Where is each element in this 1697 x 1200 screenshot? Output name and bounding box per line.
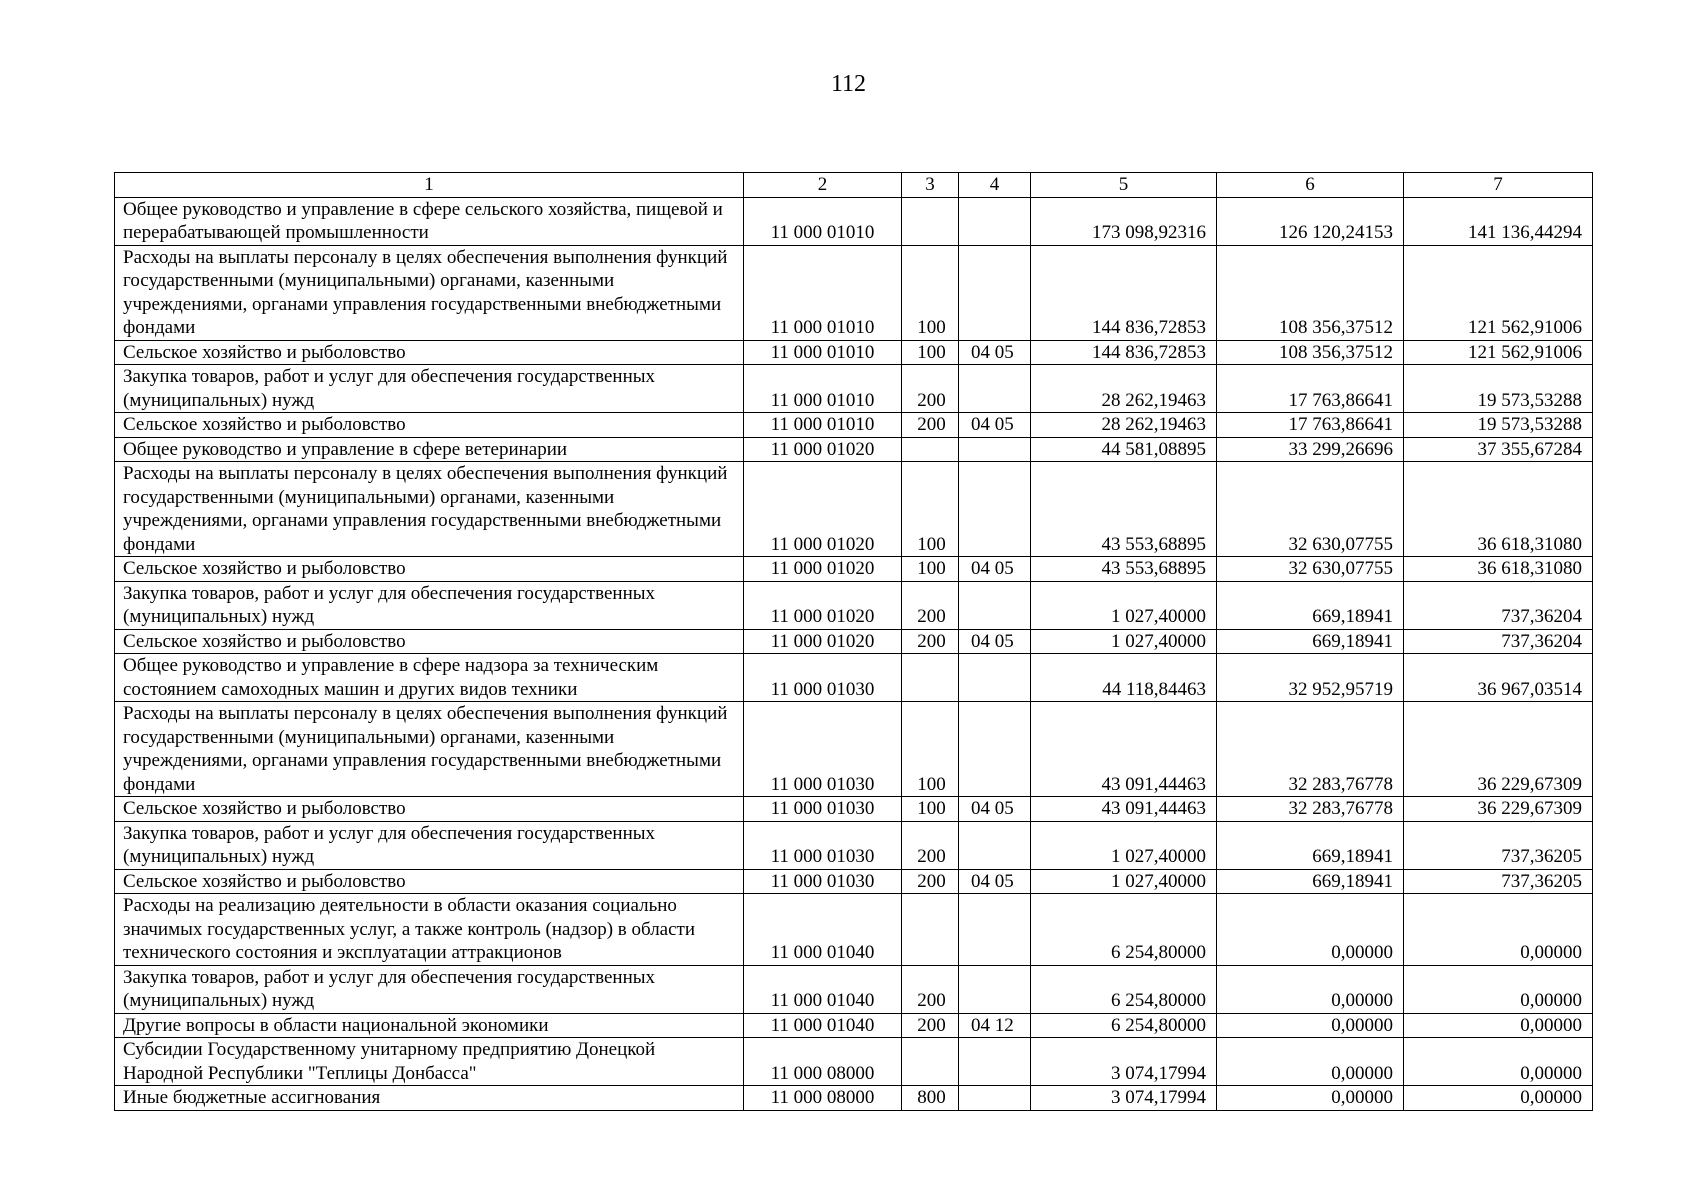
- expense-type-code: 100: [902, 557, 959, 582]
- item-name: Общее руководство и управление в сфере ветеринарии: [115, 437, 744, 462]
- amount-col5: 6 254,80000: [1031, 894, 1217, 966]
- amount-col6: 0,00000: [1217, 965, 1404, 1013]
- section-subsection-code: 04 05: [959, 413, 1031, 438]
- column-header: 4: [959, 173, 1031, 198]
- amount-col6: 33 299,26696: [1217, 437, 1404, 462]
- item-name: Сельское хозяйство и рыболовство: [115, 557, 744, 582]
- column-number-row: [115, 173, 1593, 198]
- target-article-code: 11 000 01030: [744, 654, 902, 702]
- target-article-code: 11 000 01020: [744, 581, 902, 629]
- table-row: [115, 365, 1593, 413]
- amount-col6: 126 120,24153: [1217, 197, 1404, 245]
- target-article-code: 11 000 01010: [744, 413, 902, 438]
- item-name: Сельское хозяйство и рыболовство: [115, 797, 744, 822]
- amount-col5: 3 074,17994: [1031, 1086, 1217, 1111]
- amount-col5: 44 581,08895: [1031, 437, 1217, 462]
- amount-col5: 144 836,72853: [1031, 340, 1217, 365]
- table-row: [115, 965, 1593, 1013]
- expense-type-code: 200: [902, 365, 959, 413]
- item-name: Закупка товаров, работ и услуг для обеспечения государственных (муниципальных) нужд: [115, 965, 744, 1013]
- amount-col7: 19 573,53288: [1404, 413, 1593, 438]
- amount-col6: 108 356,37512: [1217, 340, 1404, 365]
- expense-type-code: [902, 437, 959, 462]
- expense-type-code: 100: [902, 340, 959, 365]
- table-row: [115, 462, 1593, 557]
- table-row: [115, 340, 1593, 365]
- table-row: [115, 869, 1593, 894]
- table-row: [115, 581, 1593, 629]
- amount-col5: 3 074,17994: [1031, 1038, 1217, 1086]
- amount-col5: 43 553,68895: [1031, 557, 1217, 582]
- item-name: Закупка товаров, работ и услуг для обеспечения государственных (муниципальных) нужд: [115, 365, 744, 413]
- amount-col7: 737,36204: [1404, 629, 1593, 654]
- table-row: [115, 654, 1593, 702]
- amount-col5: 1 027,40000: [1031, 821, 1217, 869]
- section-subsection-code: [959, 462, 1031, 557]
- amount-col7: 121 562,91006: [1404, 245, 1593, 340]
- item-name: Расходы на выплаты персоналу в целях обеспечения выполнения функций государственными (муниципальными) органами, казенными учреждениями, органами управления государственными внебюджетными фондами: [115, 462, 744, 557]
- table-row: [115, 437, 1593, 462]
- amount-col7: 36 618,31080: [1404, 462, 1593, 557]
- table-row: [115, 629, 1593, 654]
- amount-col6: 32 630,07755: [1217, 557, 1404, 582]
- target-article-code: 11 000 01040: [744, 965, 902, 1013]
- amount-col5: 28 262,19463: [1031, 413, 1217, 438]
- expense-type-code: [902, 654, 959, 702]
- section-subsection-code: [959, 581, 1031, 629]
- section-subsection-code: [959, 245, 1031, 340]
- column-header: 2: [744, 173, 902, 198]
- table-row: [115, 821, 1593, 869]
- amount-col5: 44 118,84463: [1031, 654, 1217, 702]
- amount-col5: 1 027,40000: [1031, 629, 1217, 654]
- amount-col5: 144 836,72853: [1031, 245, 1217, 340]
- amount-col6: 32 283,76778: [1217, 702, 1404, 797]
- target-article-code: 11 000 01010: [744, 365, 902, 413]
- item-name: Субсидии Государственному унитарному предприятию Донецкой Народной Республики "Теплицы Донбасса": [115, 1038, 744, 1086]
- expense-type-code: 200: [902, 413, 959, 438]
- target-article-code: 11 000 01040: [744, 1013, 902, 1038]
- amount-col7: 0,00000: [1404, 894, 1593, 966]
- section-subsection-code: [959, 365, 1031, 413]
- item-name: Сельское хозяйство и рыболовство: [115, 869, 744, 894]
- section-subsection-code: [959, 965, 1031, 1013]
- table-row: [115, 557, 1593, 582]
- amount-col7: 37 355,67284: [1404, 437, 1593, 462]
- amount-col6: 17 763,86641: [1217, 365, 1404, 413]
- target-article-code: 11 000 01020: [744, 557, 902, 582]
- amount-col5: 173 098,92316: [1031, 197, 1217, 245]
- table-row: [115, 197, 1593, 245]
- amount-col7: 0,00000: [1404, 1038, 1593, 1086]
- expense-type-code: 200: [902, 1013, 959, 1038]
- page-number: 112: [830, 71, 867, 97]
- expense-type-code: [902, 1038, 959, 1086]
- item-name: Общее руководство и управление в сфере сельского хозяйства, пищевой и перерабатывающей промышленности: [115, 197, 744, 245]
- amount-col7: 19 573,53288: [1404, 365, 1593, 413]
- section-subsection-code: [959, 654, 1031, 702]
- amount-col5: 1 027,40000: [1031, 869, 1217, 894]
- target-article-code: 11 000 01030: [744, 797, 902, 822]
- expense-type-code: 800: [902, 1086, 959, 1111]
- amount-col6: 32 283,76778: [1217, 797, 1404, 822]
- item-name: Расходы на выплаты персоналу в целях обеспечения выполнения функций государственными (муниципальными) органами, казенными учреждениями, органами управления государственными внебюджетными фондами: [115, 245, 744, 340]
- amount-col6: 108 356,37512: [1217, 245, 1404, 340]
- target-article-code: 11 000 01020: [744, 437, 902, 462]
- expense-type-code: 100: [902, 702, 959, 797]
- amount-col6: 669,18941: [1217, 821, 1404, 869]
- amount-col5: 43 091,44463: [1031, 702, 1217, 797]
- target-article-code: 11 000 01040: [744, 894, 902, 966]
- section-subsection-code: [959, 821, 1031, 869]
- budget-table: [114, 172, 1593, 1111]
- column-header: 7: [1404, 173, 1593, 198]
- amount-col5: 6 254,80000: [1031, 965, 1217, 1013]
- amount-col6: 0,00000: [1217, 1038, 1404, 1086]
- amount-col7: 0,00000: [1404, 1013, 1593, 1038]
- amount-col7: 36 618,31080: [1404, 557, 1593, 582]
- amount-col7: 36 229,67309: [1404, 702, 1593, 797]
- section-subsection-code: 04 05: [959, 340, 1031, 365]
- expense-type-code: 100: [902, 462, 959, 557]
- item-name: Расходы на выплаты персоналу в целях обеспечения выполнения функций государственными (муниципальными) органами, казенными учреждениями, органами управления государственными внебюджетными фондами: [115, 702, 744, 797]
- table-row: [115, 245, 1593, 340]
- item-name: Сельское хозяйство и рыболовство: [115, 340, 744, 365]
- expense-type-code: 200: [902, 821, 959, 869]
- table-row: [115, 1086, 1593, 1111]
- column-header: 1: [115, 173, 744, 198]
- item-name: Иные бюджетные ассигнования: [115, 1086, 744, 1111]
- table-row: [115, 413, 1593, 438]
- amount-col5: 1 027,40000: [1031, 581, 1217, 629]
- target-article-code: 11 000 08000: [744, 1038, 902, 1086]
- expense-type-code: [902, 197, 959, 245]
- amount-col6: 0,00000: [1217, 894, 1404, 966]
- amount-col6: 32 630,07755: [1217, 462, 1404, 557]
- amount-col7: 737,36205: [1404, 869, 1593, 894]
- amount-col7: 0,00000: [1404, 965, 1593, 1013]
- expense-type-code: 100: [902, 245, 959, 340]
- amount-col5: 43 091,44463: [1031, 797, 1217, 822]
- amount-col6: 0,00000: [1217, 1086, 1404, 1111]
- expense-type-code: 100: [902, 797, 959, 822]
- amount-col5: 28 262,19463: [1031, 365, 1217, 413]
- expense-type-code: 200: [902, 869, 959, 894]
- section-subsection-code: 04 05: [959, 629, 1031, 654]
- section-subsection-code: [959, 197, 1031, 245]
- amount-col7: 0,00000: [1404, 1086, 1593, 1111]
- section-subsection-code: 04 05: [959, 869, 1031, 894]
- amount-col7: 36 229,67309: [1404, 797, 1593, 822]
- item-name: Общее руководство и управление в сфере надзора за техническим состоянием самоходных машин и других видов техники: [115, 654, 744, 702]
- column-header: 6: [1217, 173, 1404, 198]
- section-subsection-code: 04 05: [959, 557, 1031, 582]
- amount-col7: 737,36204: [1404, 581, 1593, 629]
- amount-col6: 17 763,86641: [1217, 413, 1404, 438]
- expense-type-code: 200: [902, 581, 959, 629]
- section-subsection-code: [959, 437, 1031, 462]
- amount-col7: 121 562,91006: [1404, 340, 1593, 365]
- section-subsection-code: [959, 1038, 1031, 1086]
- table-row: [115, 702, 1593, 797]
- target-article-code: 11 000 01010: [744, 197, 902, 245]
- expense-type-code: [902, 894, 959, 966]
- amount-col6: 669,18941: [1217, 629, 1404, 654]
- table-row: [115, 1038, 1593, 1086]
- item-name: Закупка товаров, работ и услуг для обеспечения государственных (муниципальных) нужд: [115, 821, 744, 869]
- table-row: [115, 1013, 1593, 1038]
- amount-col6: 669,18941: [1217, 869, 1404, 894]
- item-name: Закупка товаров, работ и услуг для обеспечения государственных (муниципальных) нужд: [115, 581, 744, 629]
- item-name: Сельское хозяйство и рыболовство: [115, 413, 744, 438]
- amount-col6: 32 952,95719: [1217, 654, 1404, 702]
- expense-type-code: 200: [902, 629, 959, 654]
- item-name: Сельское хозяйство и рыболовство: [115, 629, 744, 654]
- section-subsection-code: [959, 894, 1031, 966]
- target-article-code: 11 000 01030: [744, 869, 902, 894]
- item-name: Расходы на реализацию деятельности в области оказания социально значимых государственных услуг, а также контроль (надзор) в области технического состояния и эксплуатации аттракционов: [115, 894, 744, 966]
- amount-col5: 6 254,80000: [1031, 1013, 1217, 1038]
- target-article-code: 11 000 01010: [744, 245, 902, 340]
- amount-col6: 0,00000: [1217, 1013, 1404, 1038]
- section-subsection-code: [959, 1086, 1031, 1111]
- amount-col7: 141 136,44294: [1404, 197, 1593, 245]
- section-subsection-code: 04 12: [959, 1013, 1031, 1038]
- section-subsection-code: [959, 702, 1031, 797]
- amount-col6: 669,18941: [1217, 581, 1404, 629]
- target-article-code: 11 000 01020: [744, 462, 902, 557]
- table-row: [115, 894, 1593, 966]
- amount-col7: 36 967,03514: [1404, 654, 1593, 702]
- table-row: [115, 797, 1593, 822]
- target-article-code: 11 000 01010: [744, 340, 902, 365]
- section-subsection-code: 04 05: [959, 797, 1031, 822]
- target-article-code: 11 000 01030: [744, 702, 902, 797]
- amount-col7: 737,36205: [1404, 821, 1593, 869]
- amount-col5: 43 553,68895: [1031, 462, 1217, 557]
- target-article-code: 11 000 01030: [744, 821, 902, 869]
- column-header: 3: [902, 173, 959, 198]
- item-name: Другие вопросы в области национальной экономики: [115, 1013, 744, 1038]
- target-article-code: 11 000 01020: [744, 629, 902, 654]
- target-article-code: 11 000 08000: [744, 1086, 902, 1111]
- column-header: 5: [1031, 173, 1217, 198]
- expense-type-code: 200: [902, 965, 959, 1013]
